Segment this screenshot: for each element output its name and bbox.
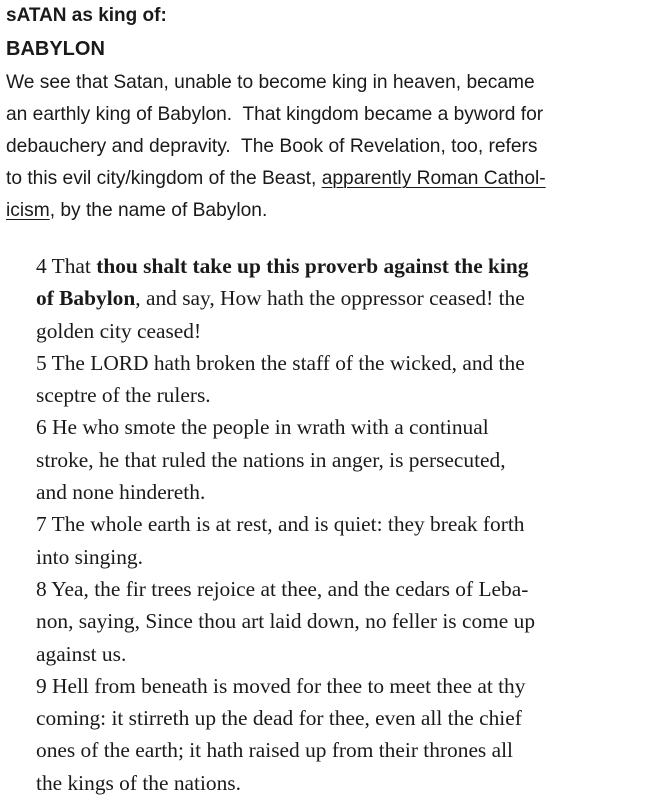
verse-line: ones of the earth; it hath raised up from their thrones all bbox=[36, 738, 513, 763]
verse-line: golden city ceased! bbox=[36, 318, 202, 343]
intro-line: debauchery and depravity. The Book of Revelation, too, refers bbox=[6, 136, 538, 157]
verse-text: 4 That bbox=[36, 254, 97, 278]
verse-line: and none hindereth. bbox=[36, 480, 206, 505]
verse-text: , and say, How hath the oppressor ceased! the bbox=[135, 286, 525, 311]
verse-line bbox=[36, 282, 648, 314]
verse-line: stroke, he that ruled the nations in anger, is persecuted, bbox=[36, 447, 506, 472]
verse-6 bbox=[36, 411, 648, 508]
verse-8 bbox=[36, 573, 648, 670]
verse-line: the kings of the nations. bbox=[36, 770, 241, 795]
section-heading: sATAN as king of: bbox=[6, 5, 167, 26]
verse-line: sceptre of the rulers. bbox=[36, 383, 211, 408]
verse-9 bbox=[36, 670, 648, 799]
verse-line: 7 The whole earth is at rest, and is quiet: they break forth bbox=[36, 512, 525, 537]
bold-text: thou shalt take up this proverb against the king bbox=[96, 254, 529, 278]
intro-text: , by the name of Babylon. bbox=[49, 200, 268, 221]
intro-paragraph bbox=[0, 61, 648, 227]
verse-line: 5 The LORD hath broken the staff of the wicked, and the bbox=[36, 350, 525, 375]
verse-line: 8 Yea, the fir trees rejoice at thee, and the cedars of Leba- bbox=[36, 576, 529, 601]
intro-text: to this evil city/kingdom of the Beast, bbox=[6, 168, 322, 189]
underlined-text: icism bbox=[6, 200, 50, 221]
verse-line bbox=[36, 250, 648, 282]
intro-line: an earthly king of Babylon. That kingdom became a byword for bbox=[6, 104, 544, 125]
verse-4 bbox=[36, 250, 648, 347]
section-subheading: BABYLON bbox=[6, 38, 105, 60]
verse-line: 9 Hell from beneath is moved for thee to meet thee at thy bbox=[36, 673, 526, 698]
intro-line bbox=[6, 195, 648, 227]
bold-text: of Babylon bbox=[36, 286, 136, 311]
verse-line: into singing. bbox=[36, 544, 143, 569]
verse-7 bbox=[36, 508, 648, 573]
verse-line: 6 He who smote the people in wrath with a continual bbox=[36, 415, 489, 440]
intro-line: We see that Satan, unable to become king in heaven, became bbox=[6, 72, 535, 93]
verse-line: coming: it stirreth up the dead for thee, even all the chief bbox=[36, 706, 522, 731]
verse-line: non, saying, Since thou art laid down, no feller is come up bbox=[36, 609, 536, 634]
verse-5 bbox=[36, 347, 648, 412]
verse-line: against us. bbox=[36, 641, 127, 666]
intro-line bbox=[6, 163, 648, 195]
underlined-text: apparently Roman Cathol- bbox=[321, 168, 546, 189]
scripture-quote bbox=[0, 227, 648, 799]
